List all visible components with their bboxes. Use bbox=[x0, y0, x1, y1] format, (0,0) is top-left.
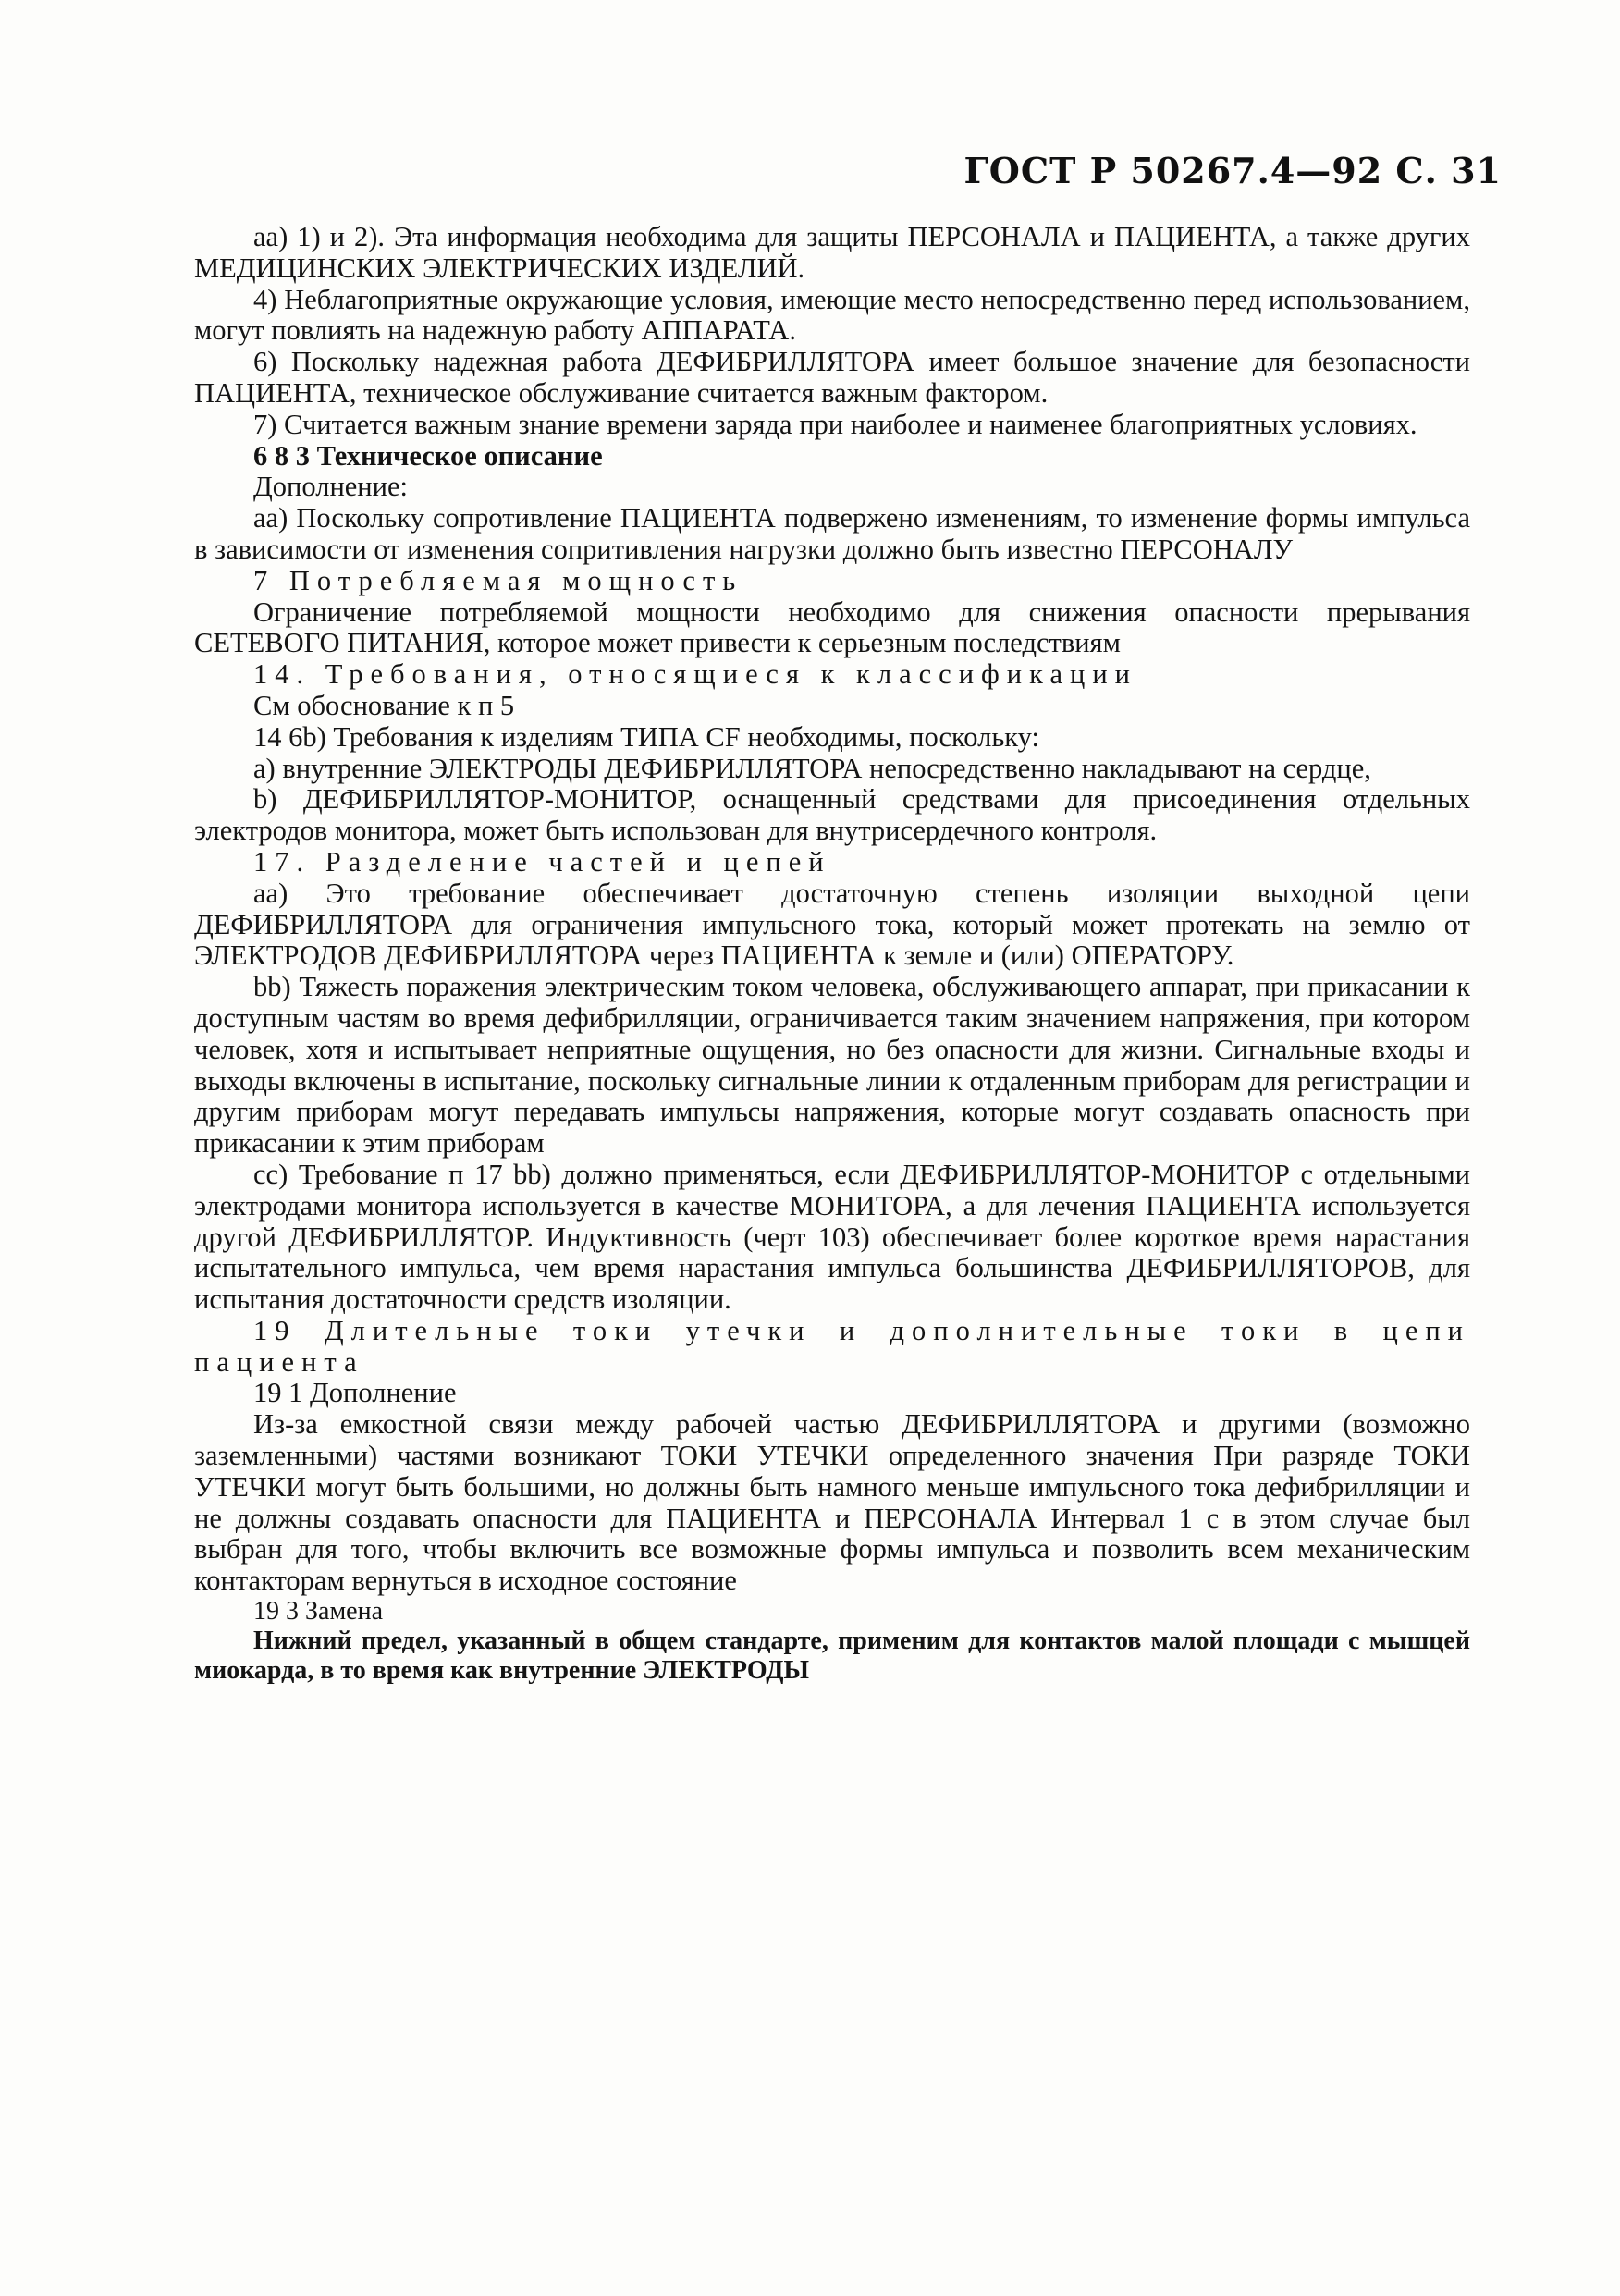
paragraph: а) внутренние ЭЛЕКТРОДЫ ДЕФИБРИЛЛЯТОРА непосредственно накладывают на сердце, bbox=[253, 752, 1371, 784]
document-body bbox=[194, 222, 1470, 1686]
paragraph: Ограничение потребляемой мощности необходимо для снижения опасности прерывания СЕТЕВОГО ПИТАНИЯ, которое может привести к серьезным последствиям bbox=[194, 595, 1470, 659]
paragraph: 7) Считается важным знание времени заряда при наиболее и наименее благоприятных условиях. bbox=[253, 408, 1418, 440]
section-heading: 7 Потребляемая мощность bbox=[253, 564, 743, 596]
paragraph: Из-за емкостной связи между рабочей частью ДЕФИБРИЛЛЯТОРА и другими (возможно заземленными) частями возникают ТОКИ УТЕЧКИ определенного значения При разряде ТОКИ УТЕЧКИ могут быть большими, но должны быть намного меньше импульсного тока дефибрилляции и не должны создавать опасности для ПАЦИЕНТА и ПЕРСОНАЛА Интервал 1 с в этом случае был выбран для того, чтобы включить все возможные формы импульса и позволить всем механическим контакторам вернуться в исходное состояние bbox=[194, 1408, 1470, 1597]
paragraph: 4) Неблагоприятные окружающие условия, имеющие место непосредственно перед использованием, могут повлиять на надежную работу АППАРАТА. bbox=[194, 283, 1470, 347]
page-header: ГОСТ Р 50267.4—92 С. 31 bbox=[963, 150, 1502, 191]
section-heading: 17. Разделение частей и цепей bbox=[253, 845, 831, 878]
paragraph: 14 6b) Требования к изделиям ТИПА CF необходимы, поскольку: bbox=[253, 720, 1039, 753]
paragraph: Нижний предел, указанный в общем стандарте, применим для контактов малой площади с мышцей миокарда, в то время как внутренние ЭЛЕКТРОДЫ bbox=[194, 1627, 1470, 1686]
paragraph: См обоснование к п 5 bbox=[253, 689, 515, 721]
section-heading: 14. Требования, относящиеся к классификации bbox=[253, 658, 1137, 691]
paragraph: b) ДЕФИБРИЛЛЯТОР-МОНИТОР, оснащенный средствами для присоединения отдельных электродов монитора, может быть использован для внутрисердечного контроля. bbox=[194, 783, 1470, 847]
section-heading: 19 Длительные токи утечки и дополнительные токи в цепи пациента bbox=[194, 1314, 1470, 1378]
paragraph: 6) Поскольку надежная работа ДЕФИБРИЛЛЯТОРА имеет большое значение для безопасности ПАЦИЕНТА, техническое обслуживание считается важным фактором. bbox=[194, 346, 1470, 409]
paragraph: bb) Тяжесть поражения электрическим током человека, обслуживающего аппарат, при прикасании к доступным частям во время дефибрилляции, ограничивается таким значением напряжения, при котором человек, хотя и испытывает неприятные ощущения, но без опасности для жизни. Сигнальные входы и выходы включены в испытание, поскольку сигнальные линии к отдаленным приборам для регистрации и другим приборам могут передавать импульсы напряжения, которые могут создавать опасность при прикасании к этим приборам bbox=[194, 971, 1470, 1160]
paragraph: 19 1 Дополнение bbox=[253, 1377, 457, 1409]
paragraph: Дополнение: bbox=[253, 471, 408, 503]
paragraph: аа) Это требование обеспечивает достаточную степень изоляции выходной цепи ДЕФИБРИЛЛЯТОРА для ограничения импульсного тока, который может протекать на землю от ЭЛЕКТРОДОВ ДЕФИБРИЛЛЯТОРА через ПАЦИЕНТА к земле и (или) ОПЕРАТОРУ. bbox=[194, 877, 1470, 972]
paragraph: аа) Поскольку сопротивление ПАЦИЕНТА подвержено изменениям, то изменение формы импульса в зависимости от изменения сопритивления нагрузки должно быть известно ПЕРСОНАЛУ bbox=[194, 502, 1470, 565]
paragraph: аа) 1) и 2). Эта информация необходима для защиты ПЕРСОНАЛА и ПАЦИЕНТА, а также других МЕДИЦИНСКИХ ЭЛЕКТРИЧЕСКИХ ИЗДЕЛИЙ. bbox=[194, 221, 1470, 284]
section-heading: 6 8 3 Техническое описание bbox=[253, 439, 603, 472]
paragraph: сс) Требование п 17 bb) должно применяться, если ДЕФИБРИЛЛЯТОР-МОНИТОР с отдельными электродами монитора используется в качестве МОНИТОРА, а для лечения ПАЦИЕНТА используется другой ДЕФИБРИЛЛЯТОР. Индуктивность (черт 103) обеспечивает более короткое время нарастания испытательного импульса, чем время нарастания импульса большинства ДЕФИБРИЛЛЯТОРОВ, для испытания достаточности средств изоляции. bbox=[194, 1158, 1470, 1316]
paragraph: 19 3 Замена bbox=[253, 1597, 384, 1627]
